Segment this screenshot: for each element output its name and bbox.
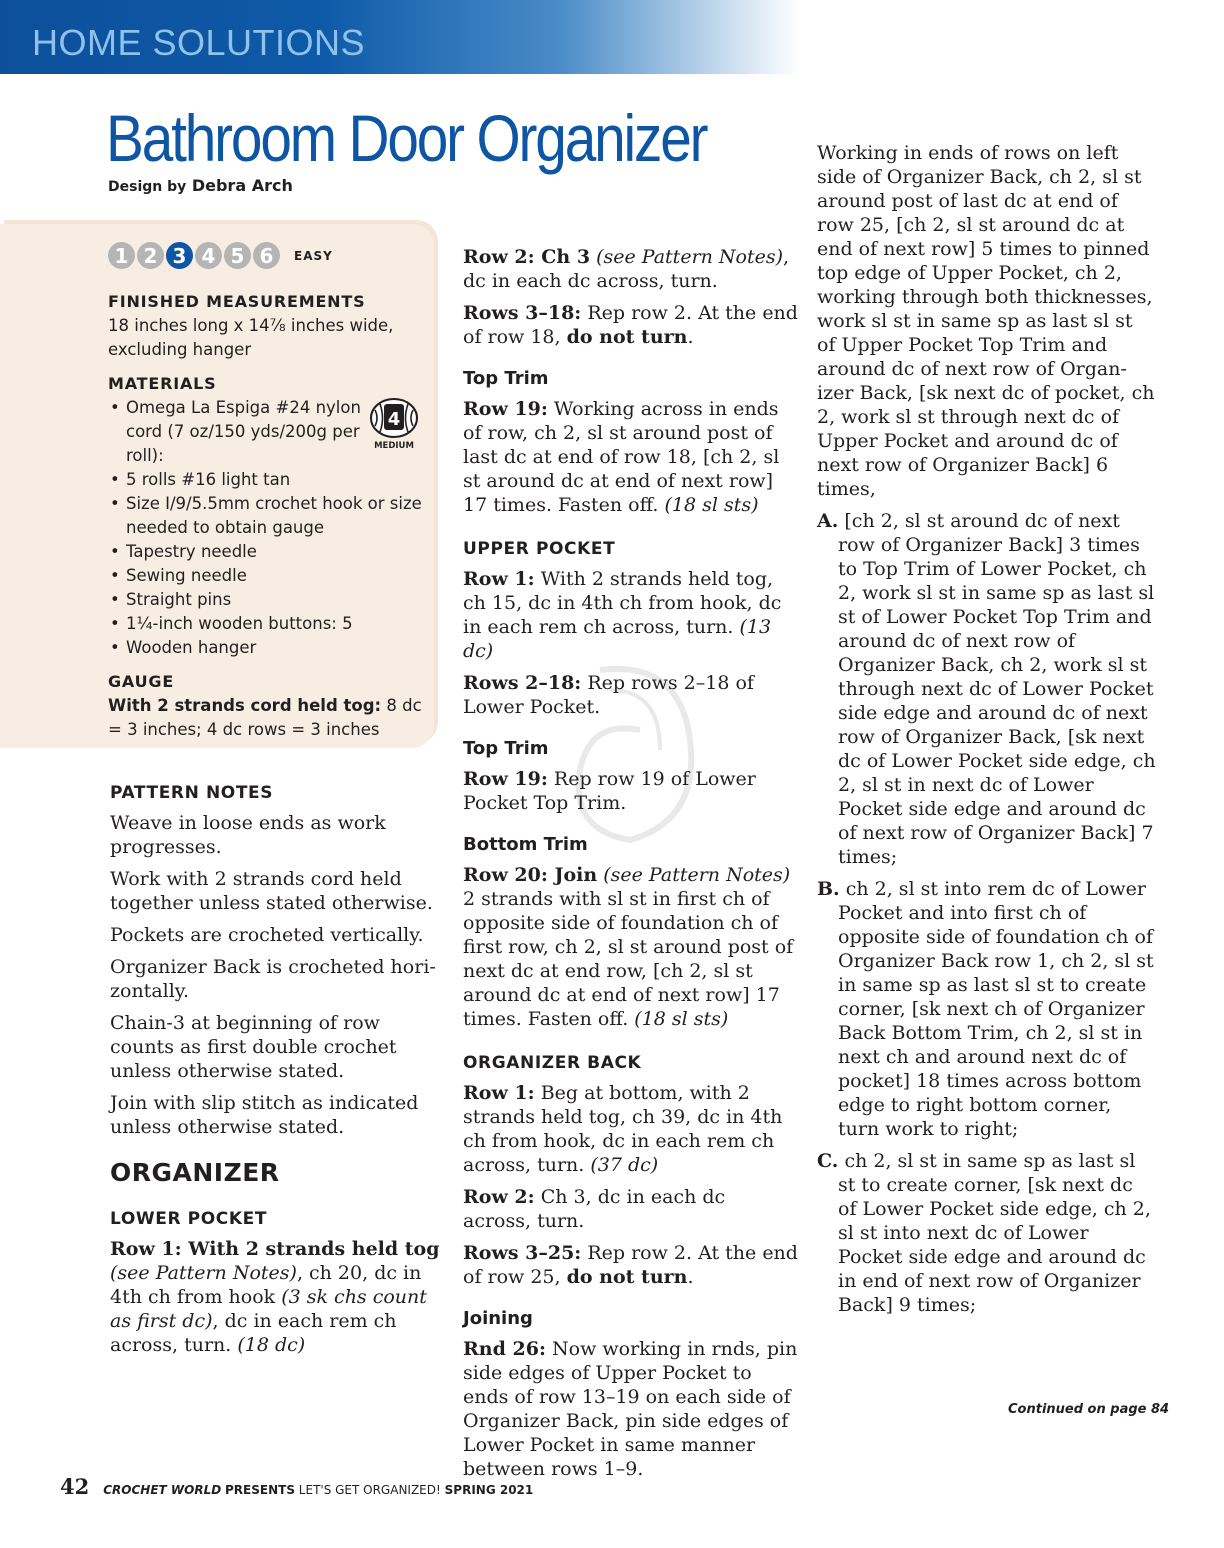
step-text: [ch 2, sl st around dc of next row of Organizer Back] 3 times to Top Trim of Lower Pocket, ch 2, work sl st in same sp as last sl st of Lower Pocket Top Trim and around dc of next row of Organizer Back, ch 2, work sl st through next dc of Lower Pocket side edge and around dc of next row of Organizer Back, [sk next dc of Lower Pocket side edge, ch 2, sl st in next dc of Lower Pocket side edge and around dc of next row of Organizer Back] 7 times; [838, 510, 1156, 868]
info-box-content [108, 290, 423, 742]
materials-heading: MATERIALS [108, 374, 217, 393]
column-2 [463, 245, 799, 1489]
page-title: Bathroom Door Organizer [106, 101, 707, 175]
upper-pocket-rows2-18 [463, 671, 799, 719]
pattern-note: Weave in loose ends as work progresses. [110, 812, 386, 858]
bottom-trim-heading: Bottom Trim [463, 834, 588, 855]
skill-level [108, 242, 333, 269]
section-banner [0, 0, 800, 74]
upper-pocket-row19 [463, 767, 799, 815]
pattern-notes-heading: PATTERN NOTES [110, 783, 274, 803]
finished-text: 18 inches long x 14⅞ inches wide, excluding hanger [108, 316, 394, 359]
organizer-back-rows3-25 [463, 1241, 799, 1289]
byline-prefix: Design by [108, 179, 187, 195]
row-text: Rep rows 2–18 of Lower Pocket. [463, 672, 754, 718]
row-text: Working across in ends of row, ch 2, sl st around post of last dc at end of row 18, [ch 2, sl st around dc at end of next row] 17 times. Fasten off. [463, 398, 780, 516]
step-label: B. [817, 878, 840, 900]
step-text: ch 2, sl st into rem dc of Lower Pocket and into first ch of opposite side of foundation ch of Organizer Back row 1, ch 2, sl st in same sp as last sl st to create corner, [sk next ch of Organizer Back Bottom Trim, ch 2, sl st in next ch and around next dc of pocket] 18 times across bottom edge to right bottom corner, turn work to right; [838, 878, 1154, 1140]
organizer-back-row2 [463, 1185, 799, 1233]
row-text: Ch 3, dc in each dc across, turn. [463, 1186, 726, 1232]
joining-step-c [817, 1149, 1157, 1317]
row-lead: Row 2: Ch 3 [463, 246, 591, 268]
material-item: • 1¼-inch wooden buttons: 5 [108, 612, 423, 636]
issue-season: SPRING 2021 [444, 1483, 534, 1497]
skill-dot-1: 1 [108, 242, 135, 269]
row-text: Now working in rnds, pin side edges of Upper Pocket to ends of row 13–19 on each side of Organizer Back, pin side edges of Lower Pocket in same manner between rows 1–9. [463, 1338, 798, 1480]
row-lead: Rows 3–25: [463, 1242, 582, 1264]
finished-heading: FINISHED MEASUREMENTS [108, 292, 366, 311]
row-ital: (see Pattern Notes) [590, 246, 784, 268]
byline [108, 176, 293, 195]
row-ital: (see Pattern Notes) [110, 1262, 297, 1284]
row-lead: Rows 3–18: [463, 302, 582, 324]
materials-list [108, 396, 423, 660]
upper-pocket-heading: UPPER POCKET [463, 539, 616, 559]
designer-name: Debra Arch [191, 176, 293, 195]
page-number: 42 [60, 1474, 90, 1499]
row-count: (13 dc) [463, 616, 772, 662]
gauge-text [108, 694, 423, 742]
yarn-weight-number: 4 [387, 409, 401, 430]
skill-dot-6: 6 [253, 242, 280, 269]
gauge-lead: With 2 strands cord held tog: [108, 696, 382, 715]
skill-label: EASY [294, 248, 333, 263]
issue-name: LET'S GET ORGANIZED! [298, 1483, 441, 1497]
pattern-note: Work with 2 strands cord held together unless stated otherwise. [110, 868, 433, 914]
material-item: • Sewing needle [108, 564, 423, 588]
lower-pocket-row1 [110, 1237, 446, 1357]
skill-dot-2: 2 [137, 242, 164, 269]
row-text: Rep row 2. At the end of row 18, [463, 302, 798, 348]
pattern-note: Pockets are crocheted vertically. [110, 924, 424, 946]
section-label: HOME SOLUTIONS [32, 22, 366, 63]
material-item: • Straight pins [108, 588, 423, 612]
joining-para2: Working in ends of rows on left side of Organizer Back, ch 2, sl st around post of last dc at end of row 25, [ch 2, sl st around dc at end of next row] 5 times to pinned top edge of Upper Pocket, ch 2, working through both thicknesses, work sl st in same sp as last sl st of Upper Pocket Top Trim and around dc of next row of Organ-izer Back, [sk next dc of pocket, ch 2, work sl st through next dc of Upper Pocket and around dc of next row of Organizer Back] 6 times, [817, 142, 1155, 500]
bottom-trim-row20 [463, 863, 799, 1031]
upper-pocket-row1 [463, 567, 799, 663]
row-text: Rep row 19 of Lower Pocket Top Trim. [463, 768, 756, 814]
gauge-heading: GAUGE [108, 672, 175, 691]
material-item: • Size I/9/5.5mm crochet hook or size needed to obtain gauge [108, 492, 423, 540]
footer-presents: PRESENTS [225, 1483, 295, 1497]
material-sub-text: 5 rolls #16 light tan [126, 470, 291, 489]
skill-dot-5: 5 [224, 242, 251, 269]
row-text: 2 strands with sl st in first ch of opposite side of foundation ch of first row, ch 2, sl st around post of next dc at end row, [ch 2, sl st around dc at end of next row] 17 times. Fasten off. [463, 888, 794, 1030]
organizer-heading: ORGANIZER [110, 1158, 280, 1187]
skill-dot-4: 4 [195, 242, 222, 269]
row-lead: Rows 2–18: [463, 672, 582, 694]
lower-pocket-rows3-18 [463, 301, 799, 349]
row-end: . [687, 1266, 694, 1288]
skill-dot-3-active: 3 [166, 242, 193, 269]
row-count: (18 sl sts) [664, 494, 759, 516]
column-1 [110, 781, 446, 1365]
row-text: , ch 20, dc in 4th ch from hook [110, 1262, 422, 1308]
row-lead: Row 1: [463, 1082, 535, 1104]
joining-step-b [817, 877, 1157, 1141]
row-text: With 2 strands held tog, ch 15, dc in 4th ch from hook, dc in each rem ch across, turn. [463, 568, 782, 638]
step-label: A. [817, 510, 839, 532]
magazine-name: CROCHET WORLD [103, 1483, 222, 1497]
column-3 [817, 141, 1157, 1325]
joining-step-a [817, 509, 1157, 869]
row-bold: do not turn [566, 1266, 688, 1288]
row-text: , dc in each dc across, turn. [463, 246, 790, 292]
row-end: . [687, 326, 694, 348]
joining-heading: Joining [463, 1308, 533, 1329]
lower-pocket-heading: LOWER POCKET [110, 1209, 268, 1229]
pattern-note: Chain-3 at beginning of row counts as first double crochet unless otherwise stated. [110, 1012, 397, 1082]
material-item: • Omega La Espiga #24 nylon cord (7 oz/150 yds/200g per roll): [108, 396, 423, 468]
material-item: • Tapestry needle [108, 540, 423, 564]
row-count: (18 dc) [237, 1334, 306, 1356]
material-item: • Wooden hanger [108, 636, 423, 660]
row-bold: do not turn [566, 326, 688, 348]
row-lead: Row 19: [463, 398, 548, 420]
step-label: C. [817, 1150, 839, 1172]
lower-pocket-row19 [463, 397, 799, 517]
continued-note: Continued on page 84 [1008, 1402, 1170, 1417]
row-lead: Row 2: [463, 1186, 535, 1208]
lower-top-trim-heading: Top Trim [463, 368, 549, 389]
row-ital: (3 sk chs count as first dc) [110, 1286, 427, 1332]
row-text: Rep row 2. At the end of row 25, [463, 1242, 798, 1288]
row-lead: Rnd 26: [463, 1338, 546, 1360]
row-lead: Row 20: Join [463, 864, 598, 886]
pattern-note: Join with slip stitch as indicated unless otherwise stated. [110, 1092, 419, 1138]
yarn-weight-label: MEDIUM [374, 441, 414, 450]
page-footer [60, 1474, 533, 1499]
upper-top-trim-heading: Top Trim [463, 738, 549, 759]
row-lead: Row 19: [463, 768, 548, 790]
step-text: ch 2, sl st in same sp as last sl st to create corner, [sk next dc of Lower Pocket side edge, ch 2, sl st into next dc of Lower Pocket side edge and around dc in end of next row of Organizer Back] 9 times; [838, 1150, 1151, 1316]
row-count: (37 dc) [590, 1154, 659, 1176]
lower-pocket-row2 [463, 245, 799, 293]
joining-rnd26 [463, 1337, 799, 1481]
row-lead: Row 1: With 2 strands held tog [110, 1238, 440, 1260]
gauge-body: 8 dc = 3 inches; 4 dc rows = 3 inches [108, 696, 422, 739]
row-text: , dc in each rem ch across, turn. [110, 1310, 397, 1356]
material-sub-item [108, 468, 423, 492]
pattern-note: Organizer Back is crocheted hori-zontally. [110, 956, 436, 1002]
row-ital: (see Pattern Notes) [597, 864, 791, 886]
row-count: (18 sl sts) [634, 1008, 729, 1030]
organizer-back-heading: ORGANIZER BACK [463, 1053, 642, 1073]
organizer-back-row1 [463, 1081, 799, 1177]
row-lead: Row 1: [463, 568, 535, 590]
row-text: Beg at bottom, with 2 strands held tog, ch 39, dc in 4th ch from hook, dc in each rem ch across, turn. [463, 1082, 783, 1176]
footer-credit [103, 1483, 533, 1497]
